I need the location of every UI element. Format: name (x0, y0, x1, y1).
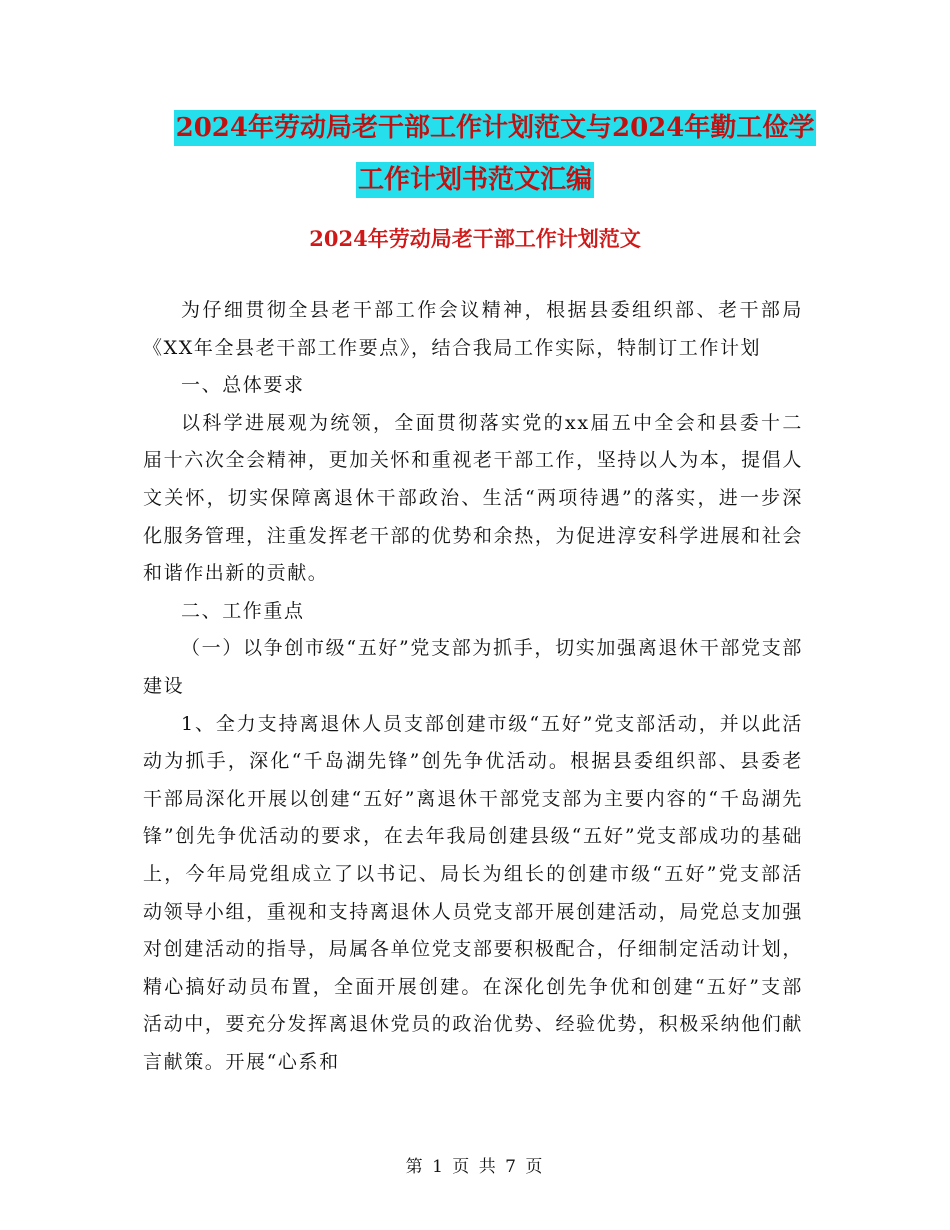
paragraph: 1、全力支持离退休人员支部创建市级“五好”党支部活动，并以此活动为抓手，深化“千岛湖先锋”创先争优活动。根据县委组织部、县委老干部局深化开展以创建“五好”离退休干部党支部为主要内容的“千岛湖先锋”创先争优活动的要求，在去年我局创建县级“五好”党支部成功的基础上，今年局党组成立了以书记、局长为组长的创建市级“五好”党支部活动领导小组，重视和支持离退休人员党支部开展创建活动，局党总支加强对创建活动的指导，局属各单位党支部要积极配合，仔细制定活动计划，精心搞好动员布置，全面开展创建。在深化创先争优和创建“五好”支部活动中，要充分发挥离退休党员的政治优势、经验优势，积极采纳他们献言献策。开展“心系和 (143, 712, 803, 1073)
page-number: 第 1 页 共 7 页 (405, 1157, 545, 1177)
section-title: 2024年劳动局老干部工作计划范文 (309, 226, 641, 251)
paragraph: 以科学进展观为统领，全面贯彻落实党的xx届五中全会和县委十二届十六次全会精神，更加关怀和重视老干部工作，坚持以人为本，提倡人文关怀，切实保障离退休干部政治、生活“两项待遇”的落实，进一步深化服务管理，注重发挥老干部的优势和余热，为促进淳安科学进展和社会和谐作出新的贡献。 (143, 411, 803, 585)
title-line-1: 2024年劳动局老干部工作计划范文与2024年勤工俭学 (174, 110, 817, 146)
title-line-2: 工作计划书范文汇编 (356, 162, 594, 198)
document-body (143, 292, 803, 1081)
subheading: （一）以争创市级“五好”党支部为抓手，切实加强离退休干部党支部建设 (143, 637, 803, 697)
heading-work-focus: 二、工作重点 (181, 599, 305, 622)
heading-overall-requirements: 一、总体要求 (181, 374, 305, 397)
document-title (0, 110, 950, 198)
paragraph: 为仔细贯彻全县老干部工作会议精神，根据县委组织部、老干部局《XX年全县老干部工作要点》，结合我局工作实际，特制订工作计划 (143, 299, 803, 359)
